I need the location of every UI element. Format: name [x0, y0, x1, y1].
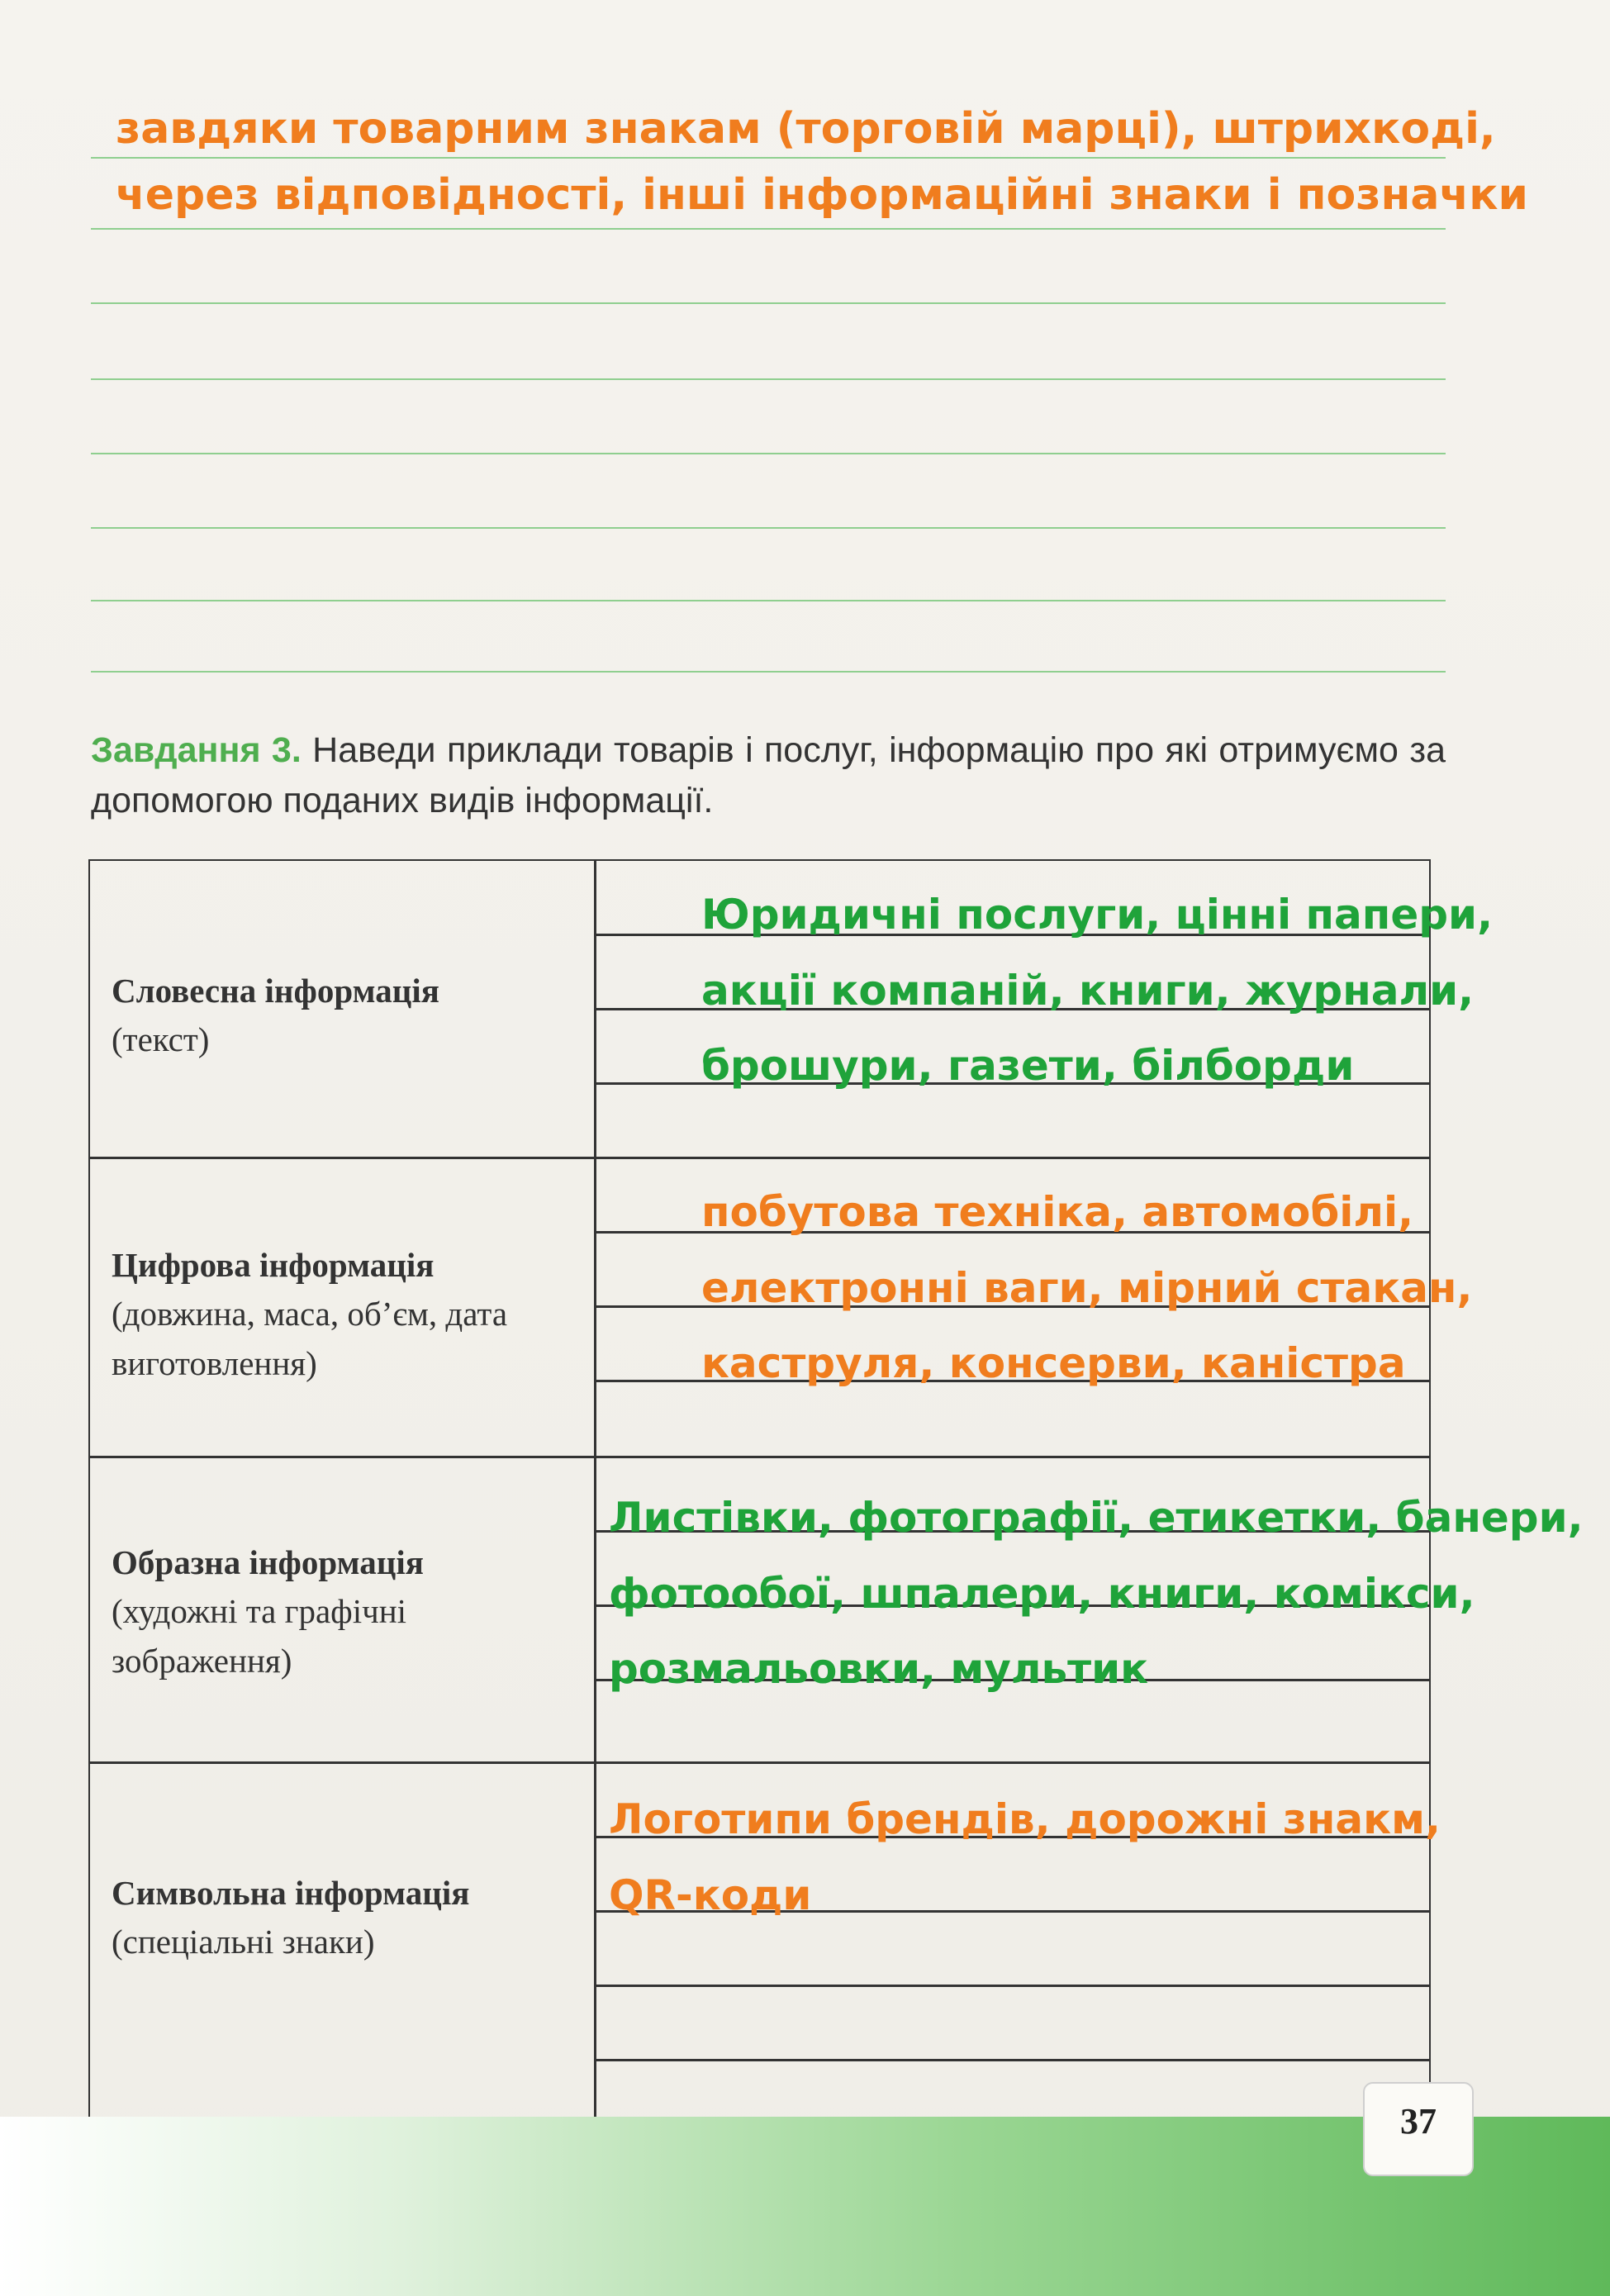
- answer-text-line: каструля, консерви, каністра: [701, 1339, 1406, 1387]
- answer-text-line: брошури, газети, білборди: [701, 1042, 1355, 1090]
- category-description: (текст): [112, 1020, 210, 1059]
- answer-line: [91, 453, 1446, 454]
- column-divider: [594, 861, 596, 2192]
- answer-text-line: фотообої, шпалери, книги, комікси,: [609, 1569, 1475, 1618]
- category-title: Словесна інформація: [112, 972, 439, 1010]
- handwritten-answer-line-1: завдяки товарним знакам (торговій марці), штрихкоді,: [116, 104, 1496, 154]
- row-separator: [90, 1761, 1429, 1764]
- category-digital: [112, 1241, 574, 1388]
- information-types-table: [88, 859, 1584, 2194]
- task-number: Завдання 3.: [91, 730, 302, 770]
- category-verbal: [112, 967, 574, 1065]
- answer-line: [596, 2059, 1429, 2061]
- answer-line: [91, 378, 1446, 380]
- answer-text-line: акції компаній, книги, журнали,: [701, 966, 1475, 1015]
- row-separator: [90, 1157, 1429, 1159]
- category-symbolic: [112, 1869, 574, 1967]
- task-text: Наведи приклади товарів і послуг, інформацію про які отримуємо за допомогою поданих видів інформації.: [91, 730, 1446, 821]
- page-number: 37: [1400, 2101, 1437, 2142]
- answer-line: [91, 600, 1446, 601]
- category-title: Цифрова інформація: [112, 1246, 435, 1284]
- category-title: Образна інформація: [112, 1543, 424, 1581]
- answer-digital: [701, 1175, 1472, 1402]
- answer-text-line: QR-коди: [609, 1871, 812, 1919]
- answer-line: [91, 157, 1446, 159]
- answer-text-line: електронні ваги, мірний стакан,: [701, 1263, 1473, 1312]
- task-statement: [91, 725, 1446, 826]
- row-separator: [90, 1456, 1429, 1458]
- answer-line: [91, 302, 1446, 304]
- answer-line: [91, 527, 1446, 529]
- page-number-box: [1363, 2082, 1474, 2176]
- answer-text-line: Листівки, фотографії, етикетки, банери,: [609, 1494, 1584, 1542]
- category-visual: [112, 1538, 574, 1685]
- handwritten-answer-line-2: через відповідності, інші інформаційні знаки і позначки: [116, 170, 1528, 220]
- answer-line: [596, 1985, 1429, 1987]
- answer-line: [91, 671, 1446, 673]
- category-description: (художні та графічні зображення): [112, 1592, 407, 1680]
- answer-symbolic: [609, 1782, 1441, 1933]
- answer-text-line: Юридичні послуги, цінні папери,: [701, 891, 1494, 939]
- answer-visual: [609, 1481, 1584, 1708]
- answer-text-line: побутова техніка, автомобілі,: [701, 1188, 1414, 1236]
- category-description: (спеціальні знаки): [112, 1923, 375, 1961]
- answer-text-line: Логотипи брендів, дорожні знакм,: [609, 1795, 1441, 1843]
- answer-verbal: [701, 877, 1493, 1105]
- category-title: Символьна інформація: [112, 1874, 470, 1912]
- answer-text-line: розмальовки, мультик: [609, 1645, 1149, 1693]
- answer-line: [91, 228, 1446, 230]
- category-description: (довжина, маса, об’єм, дата виготовлення): [112, 1295, 508, 1382]
